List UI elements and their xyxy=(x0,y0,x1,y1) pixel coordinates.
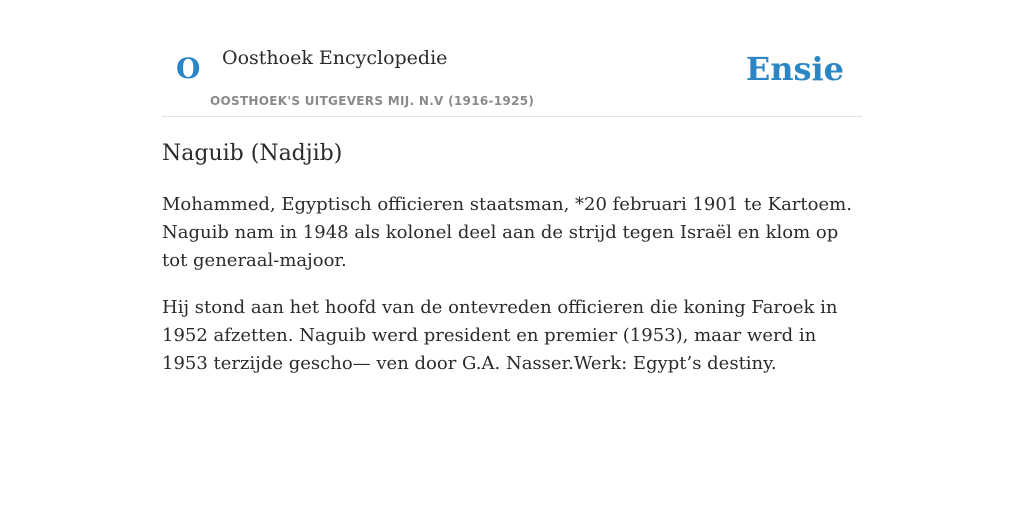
source-subtitle: OOSTHOEK'S UITGEVERS MIJ. N.V (1916-1925) xyxy=(210,94,535,108)
ensie-logo[interactable]: Ensie xyxy=(745,50,844,88)
article-paragraph: Mohammed, Egyptisch officieren staatsman, *20 februari 1901 te Kartoem. Naguib nam in 1948 als kolonel deel aan de strijd tegen Israël en klom op tot generaal-majoor. xyxy=(162,194,852,271)
article-paragraph: Hij stond aan het hoofd van de ontevreden officieren die koning Faroek in 1952 afzetten. Naguib werd president en premier (1953), maar werd in 1953 terzijde gescho— ven door G.A. Nasser.Werk: Egypt’s destiny. xyxy=(162,297,838,374)
article xyxy=(162,138,862,378)
source-header xyxy=(162,0,862,117)
source-title[interactable]: Oosthoek Encyclopedie xyxy=(222,47,448,69)
source-logo[interactable]: O xyxy=(176,52,201,85)
article-title: Naguib (Nadjib) xyxy=(162,141,343,166)
